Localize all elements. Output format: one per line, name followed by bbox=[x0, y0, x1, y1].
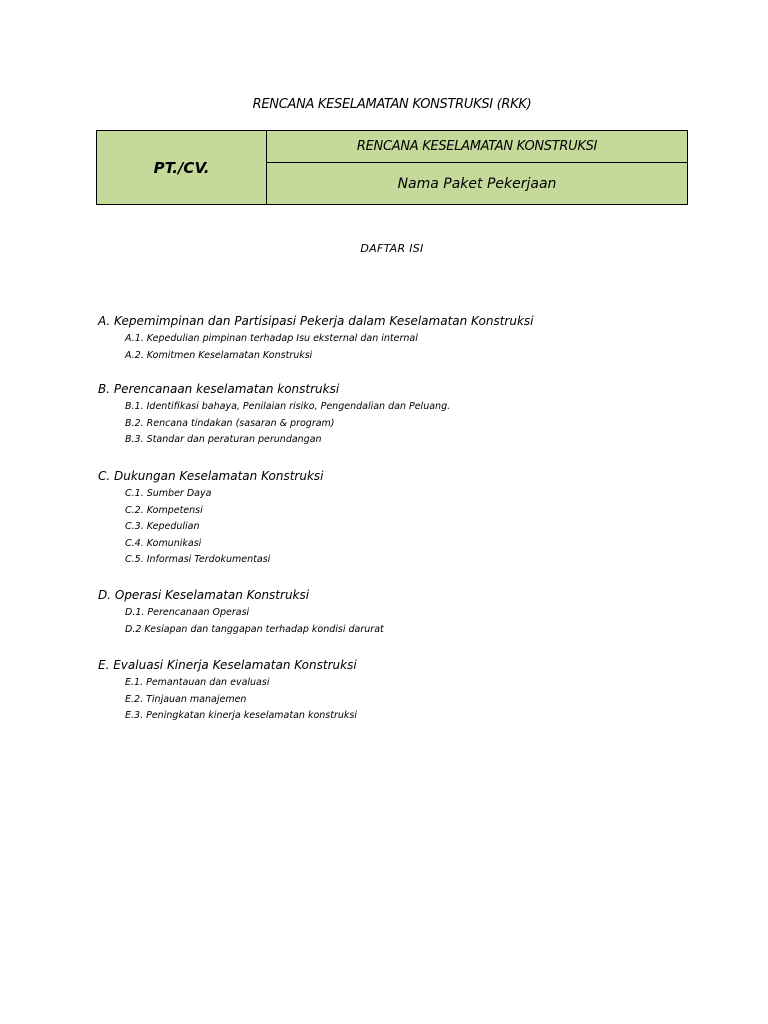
header-table bbox=[96, 130, 688, 205]
section-item-a2: A.2. Komitmen Keselamatan Konstruksi bbox=[125, 349, 313, 361]
toc-section-c bbox=[98, 468, 324, 569]
company-cell: PT./CV. bbox=[97, 131, 267, 204]
section-item-b2: B.2. Rencana tindakan (sasaran & program) bbox=[125, 417, 335, 429]
section-item-c2: C.2. Kompetensi bbox=[125, 504, 203, 516]
document-title: RENCANA KESELAMATAN KONSTRUKSI (RKK) bbox=[252, 97, 532, 112]
section-item-e2: E.2. Tinjauan manajemen bbox=[125, 693, 247, 705]
section-item-d2: D.2 Kesiapan dan tanggapan terhadap kondisi darurat bbox=[125, 623, 384, 635]
section-item-c5: C.5. Informasi Terdokumentasi bbox=[125, 554, 271, 565]
section-heading-d: D. Operasi Keselamatan Konstruksi bbox=[98, 588, 310, 602]
section-item-c3: C.3. Kepedulian bbox=[125, 521, 200, 532]
toc-section-e bbox=[98, 657, 357, 725]
section-item-a1: A.1. Kepedulian pimpinan terhadap Isu eksternal dan internal bbox=[125, 333, 418, 344]
section-heading-e: E. Evaluasi Kinerja Keselamatan Konstruksi bbox=[98, 658, 357, 672]
toc-section-a bbox=[98, 313, 533, 364]
section-item-d1: D.1. Perencanaan Operasi bbox=[125, 607, 250, 618]
section-heading-c: C. Dukungan Keselamatan Konstruksi bbox=[98, 469, 324, 483]
section-item-e1: E.1. Pemantauan dan evaluasi bbox=[125, 677, 270, 688]
toc-title: DAFTAR ISI bbox=[360, 242, 424, 255]
header-right-cells bbox=[267, 131, 687, 204]
section-item-b3: B.3. Standar dan peraturan perundangan bbox=[125, 434, 322, 445]
section-item-c4: C.4. Komunikasi bbox=[125, 537, 202, 549]
package-name-cell: Nama Paket Pekerjaan bbox=[397, 175, 557, 192]
section-item-c1: C.1. Sumber Daya bbox=[125, 488, 212, 499]
section-heading-a: A. Kepemimpinan dan Partisipasi Pekerja dalam Keselamatan Konstruksi bbox=[98, 314, 534, 328]
toc-section-b bbox=[98, 381, 450, 449]
plan-title-cell: RENCANA KESELAMATAN KONSTRUKSI bbox=[267, 131, 687, 163]
section-heading-b: B. Perencanaan keselamatan konstruksi bbox=[98, 382, 340, 396]
toc-section-d bbox=[98, 587, 384, 638]
section-item-e3: E.3. Peningkatan kinerja keselamatan konstruksi bbox=[125, 710, 357, 721]
section-item-b1: B.1. Identifikasi bahaya, Penilaian risiko, Pengendalian dan Peluang. bbox=[125, 401, 451, 412]
